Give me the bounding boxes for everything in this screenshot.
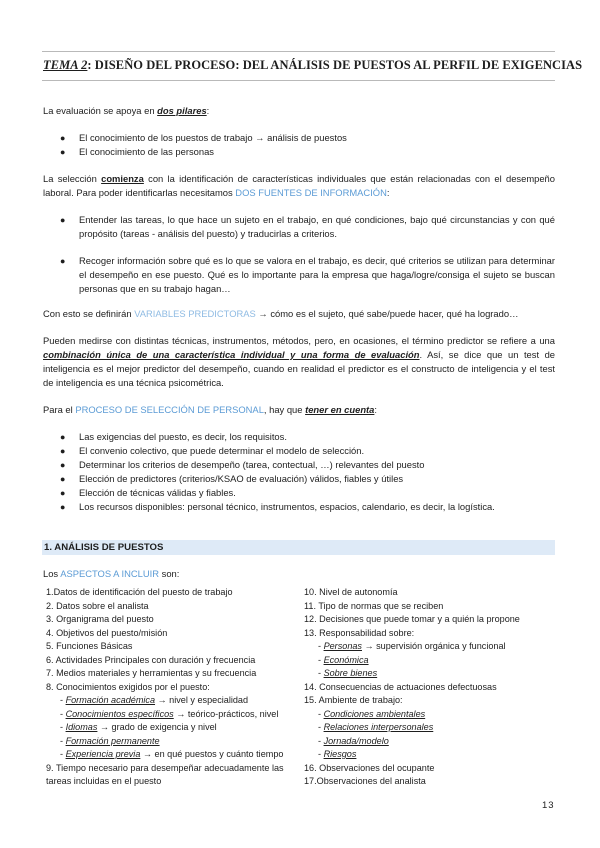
text-run: son: [159, 568, 180, 579]
sub-term: Idiomas [65, 722, 98, 732]
list-item: 4. Objetivos del puesto/misión [46, 627, 168, 638]
sub-term: Formación académica [65, 695, 156, 705]
emphasis: combinación única de una característica individual y una forma de evaluación [43, 349, 420, 360]
page-title [43, 58, 583, 73]
sub-item [46, 748, 294, 762]
proceso-list [43, 430, 555, 514]
list-item [43, 444, 555, 458]
sub-desc: → grado de exigencia y nivel [97, 722, 217, 732]
bullet-icon: ● [60, 502, 66, 512]
fuentes-list [43, 213, 555, 296]
sub-term: Conocimientos específicos [65, 708, 174, 719]
bullet-icon: ● [60, 147, 66, 157]
sub-desc: → supervisión orgánica y funcional [361, 641, 506, 651]
seleccion-paragraph [43, 172, 555, 200]
pillars-list [43, 131, 555, 159]
highlight: PROCESO DE SELECCIÓN DE PERSONAL [75, 404, 264, 415]
aspectos-line [43, 567, 179, 581]
sub-term: Sobre bienes [323, 668, 378, 678]
text-run: Los [43, 568, 61, 579]
dash: - [318, 641, 324, 651]
item-text: Los recursos disponibles: personal técnico, instrumentos, espacios, calendario, es decir, la logística. [79, 501, 495, 512]
dash: - [318, 735, 324, 746]
sub-term: Jornada/modelo [323, 735, 389, 746]
bullet-icon: ● [60, 256, 66, 266]
intro-before: La evaluación se apoya en [43, 105, 158, 116]
emphasis: tener en cuenta [305, 404, 375, 415]
dash: - [60, 722, 66, 732]
text-run: : [386, 187, 390, 198]
text-run: Pueden medirse con distintas técnicas, instrumentos, métodos, pero, en ocasiones, el término predictor se refiere a una [43, 335, 555, 346]
text-run: , hay que [263, 404, 306, 415]
list-item [43, 145, 555, 159]
sub-desc: → en qué puestos y cuánto tiempo [140, 749, 284, 759]
list-item [43, 486, 555, 500]
sub-item [46, 708, 294, 722]
list-item: 8. Conocimientos exigidos por el puesto: [46, 681, 210, 692]
pillar-text: El conocimiento de las personas [79, 146, 214, 157]
list-item [43, 430, 555, 444]
list-item: 2. Datos sobre el analista [46, 600, 149, 611]
text-run: con la identificación de características individuales que están relacionadas con el desempeño laboral. Para poder identificarlas necesitamos [43, 173, 555, 198]
list-item [43, 213, 555, 241]
item-text: Elección de técnicas válidas y fiables. [79, 487, 236, 498]
list-item: 11. Tipo de normas que se reciben [304, 600, 444, 611]
section-heading-bar [42, 540, 555, 555]
dash: - [60, 695, 66, 705]
item-text: Las exigencias del puesto, es decir, los requisitos. [79, 431, 287, 442]
sub-item [304, 640, 554, 654]
list-item: 14. Consecuencias de actuaciones defectuosas [304, 681, 497, 692]
list-item: 1.Datos de identificación del puesto de trabajo [46, 587, 233, 597]
bullet-icon: ● [60, 446, 66, 456]
intro-line [43, 104, 209, 118]
sub-item [304, 708, 554, 722]
sub-item [46, 694, 294, 708]
list-item: 17.Observaciones del analista [304, 776, 426, 786]
bullet-icon: ● [60, 215, 66, 225]
fuente-text: Entender las tareas, lo que hace un sujeto en el trabajo, en qué condiciones, bajo qué circunstancias y con qué propósito (tareas - análisis del puesto) y traducirlas a criterios. [79, 214, 555, 239]
sub-item [304, 735, 554, 749]
text-run: → cómo es el sujeto, qué sabe/puede hacer, qué ha logrado… [255, 308, 519, 319]
page-number: 13 [542, 800, 555, 811]
sub-term: Formación permanente [65, 735, 160, 746]
list-item: 3. Organigrama del puesto [46, 614, 154, 624]
list-item: 15. Ambiente de trabajo: [304, 695, 403, 705]
top-rule [42, 51, 555, 52]
text-run: . Así, se dice que un test de inteligencia es el mejor predictor del desempeño, cuando en realidad el predictor es el constructo de inteligencia y el test de inteligencia es una técnica psicométrica. [43, 349, 555, 388]
list-item: 10. Nivel de autonomía [304, 587, 398, 597]
aspectos-right-column [304, 586, 554, 789]
bullet-icon: ● [60, 488, 66, 498]
section-heading: 1. ANÁLISIS DE PUESTOS [44, 542, 164, 553]
sub-item [304, 654, 554, 668]
sub-item [304, 748, 554, 762]
dash: - [318, 654, 324, 665]
item-text: El convenio colectivo, que puede determinar el modelo de selección. [79, 445, 365, 456]
item-text: Elección de predictores (criterios/KSAO de evaluación) válidos, fiables y útiles [79, 473, 404, 484]
list-item: 6. Actividades Principales con duración y frecuencia [46, 654, 256, 665]
dash: - [318, 722, 324, 732]
bullet-icon: ● [60, 133, 66, 143]
intro-after: : [206, 105, 210, 116]
bullet-icon: ● [60, 432, 66, 442]
highlight: DOS FUENTES DE INFORMACIÓN [235, 187, 387, 198]
sub-item [46, 721, 294, 735]
title-rule [42, 80, 555, 81]
text-run: Con esto se definirán [43, 308, 135, 319]
pillar-text: El conocimiento de los puestos de trabajo → análisis de puestos [79, 132, 347, 143]
list-item: 9. Tiempo necesario para desempeñar adecuadamente las [46, 762, 284, 773]
list-item: 16. Observaciones del ocupante [304, 762, 435, 773]
item-text: Determinar los criterios de desempeño (tarea, contectual, …) relevantes del puesto [79, 459, 425, 470]
title-text: : DISEÑO DEL PROCESO: DEL ANÁLISIS DE PUESTOS AL PERFIL DE EXIGENCIAS [87, 58, 583, 72]
text-run: Para el [43, 404, 76, 415]
sub-term: Experiencia previa [65, 749, 141, 759]
list-item: 12. Decisiones que puede tomar y a quién la propone [304, 614, 520, 624]
list-item [43, 458, 555, 472]
dash: - [318, 749, 324, 759]
sub-desc: → nivel y especialidad [155, 695, 249, 705]
sub-term: Riesgos [323, 749, 357, 759]
list-item [43, 254, 555, 296]
sub-term: Relaciones interpersonales [323, 722, 434, 732]
dash: - [60, 735, 66, 746]
list-item [43, 472, 555, 486]
list-item-continuation: tareas incluidas en el puesto [46, 776, 162, 786]
medir-paragraph [43, 334, 555, 390]
list-item: 13. Responsabilidad sobre: [304, 627, 415, 638]
list-item [43, 500, 555, 514]
sub-item [304, 667, 554, 681]
list-item: 5. Funciones Básicas [46, 641, 133, 651]
text-run: La selección [43, 173, 102, 184]
dash: - [60, 708, 66, 719]
fuente-text: Recoger información sobre qué es lo que se valora en el trabajo, es decir, qué criterios se utilizan para determinar el desempeño en ese puesto. Qué es lo importante para la empresa que haga/logre/consiga el sujeto se buscan personas que en su trabajo hagan… [79, 255, 555, 294]
sub-term: Condiciones ambientales [323, 708, 426, 719]
intro-emphasis: dos pilares [157, 105, 207, 116]
bullet-icon: ● [60, 460, 66, 470]
sub-term: Económica [323, 654, 369, 665]
variables-line [43, 307, 518, 321]
title-tema: TEMA 2 [43, 58, 88, 72]
dash: - [318, 668, 324, 678]
dash: - [318, 708, 324, 719]
list-item [43, 131, 555, 145]
highlight: ASPECTOS A INCLUIR [60, 568, 160, 579]
sub-desc: → teórico-prácticos, nivel [173, 708, 279, 719]
text-run: : [374, 404, 377, 415]
sub-item [304, 721, 554, 735]
aspectos-left-column [46, 586, 294, 789]
bullet-icon: ● [60, 474, 66, 484]
proceso-line [43, 403, 377, 417]
emphasis: comienza [101, 173, 144, 184]
sub-term: Personas [323, 641, 362, 651]
dash: - [60, 749, 66, 759]
sub-item [46, 735, 294, 749]
highlight: VARIABLES PREDICTORAS [134, 308, 256, 319]
list-item: 7. Medios materiales y herramientas y su frecuencia [46, 668, 257, 678]
